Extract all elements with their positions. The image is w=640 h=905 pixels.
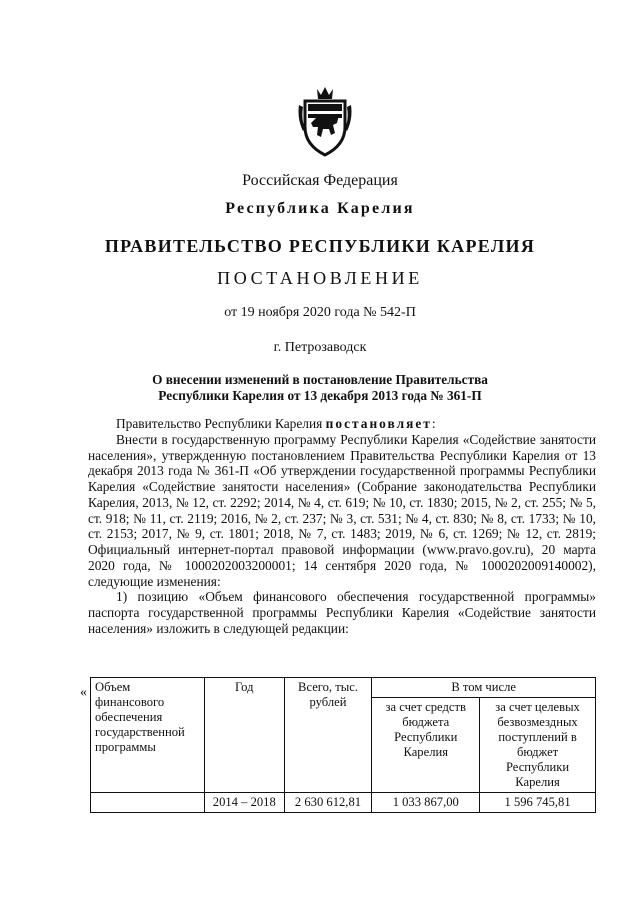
table-cell-grants: 1 596 745,81 xyxy=(480,793,596,813)
header-republic-budget: за счет средств бюджета Республики Карелия xyxy=(372,698,480,793)
table-row xyxy=(91,793,596,813)
republic-name: Республика Карелия xyxy=(225,200,415,217)
table-cell-budget: 1 033 867,00 xyxy=(372,793,480,813)
document-type: ПОСТАНОВЛЕНИЕ xyxy=(217,268,423,288)
karelia-coat-of-arms-icon xyxy=(295,85,355,157)
subject-line-2: Республики Карелия от 13 декабря 2013 года № 361-П xyxy=(158,388,482,403)
header-total: Всего, тыс. рублей xyxy=(284,678,372,793)
preamble-text: Правительство Республики Карелия xyxy=(116,416,326,431)
header-financing-volume: Объем финансового обеспечения государственной программы xyxy=(91,678,205,793)
paragraph-item-1: 1) позицию «Объем финансового обеспечения государственной программы» паспорта государственной программы Республики Карелия «Содействие занятости населения» изложить в следующей редакции: xyxy=(88,589,596,636)
paragraph-preamble xyxy=(88,416,596,432)
paragraph-amendment: Внести в государственную программу Республики Карелия «Содействие занятости населения», утвержденную постановлением Правительства Республики Карелия от 13 декабря 2013 года № 361-П «Об утверждении государственной программы Республики Карелия «Содействие занятости населения» (Собрание законодательства Республики Карелия, 2013, № 12, ст. 2292; 2014, № 4, ст. 619; № 10, ст. 1830; 2015, № 2, ст. 255; № 5, ст. 918; № 11, ст. 2119; 2016, № 2, ст. 237; № 3, ст. 531; № 4, ст. 830; № 8, ст. 1733; № 10, ст. 2153; 2017, № 9, ст. 1801; 2018, № 7, ст. 1483; 2019, № 6, ст. 1269; № 12, ст. 2819; Официальный интернет-портал правовой информации (www.pravo.gov.ru), 20 марта 2020 года, № 1000202003200001; 14 сентября 2020 года, № 1000202009140002), следующие изменения: xyxy=(88,431,596,589)
subject-line-1: О внесении изменений в постановление Правительства xyxy=(152,372,488,387)
country-name: Российская Федерация xyxy=(242,172,398,189)
header-year: Год xyxy=(204,678,284,793)
financing-table xyxy=(90,677,596,813)
decree-subject xyxy=(0,372,640,404)
table-cell-year: 2014 – 2018 xyxy=(204,793,284,813)
resolves-word: постановляет xyxy=(325,416,432,431)
decree-date-number: от 19 ноября 2020 года № 542-П xyxy=(224,305,416,320)
decree-body xyxy=(88,416,596,637)
opening-quote: « xyxy=(80,685,87,700)
header-including: В том числе xyxy=(372,678,596,698)
table-cell-total: 2 630 612,81 xyxy=(284,793,372,813)
city: г. Петрозаводск xyxy=(273,340,367,355)
table-cell-empty xyxy=(91,793,205,813)
table-header-row xyxy=(91,678,596,698)
government-title: ПРАВИТЕЛЬСТВО РЕСПУБЛИКИ КАРЕЛИЯ xyxy=(104,236,536,256)
preamble-colon: : xyxy=(431,416,436,431)
header-targeted-grants: за счет целевых безвозмездных поступлений в бюджет Республики Карелия xyxy=(480,698,596,793)
